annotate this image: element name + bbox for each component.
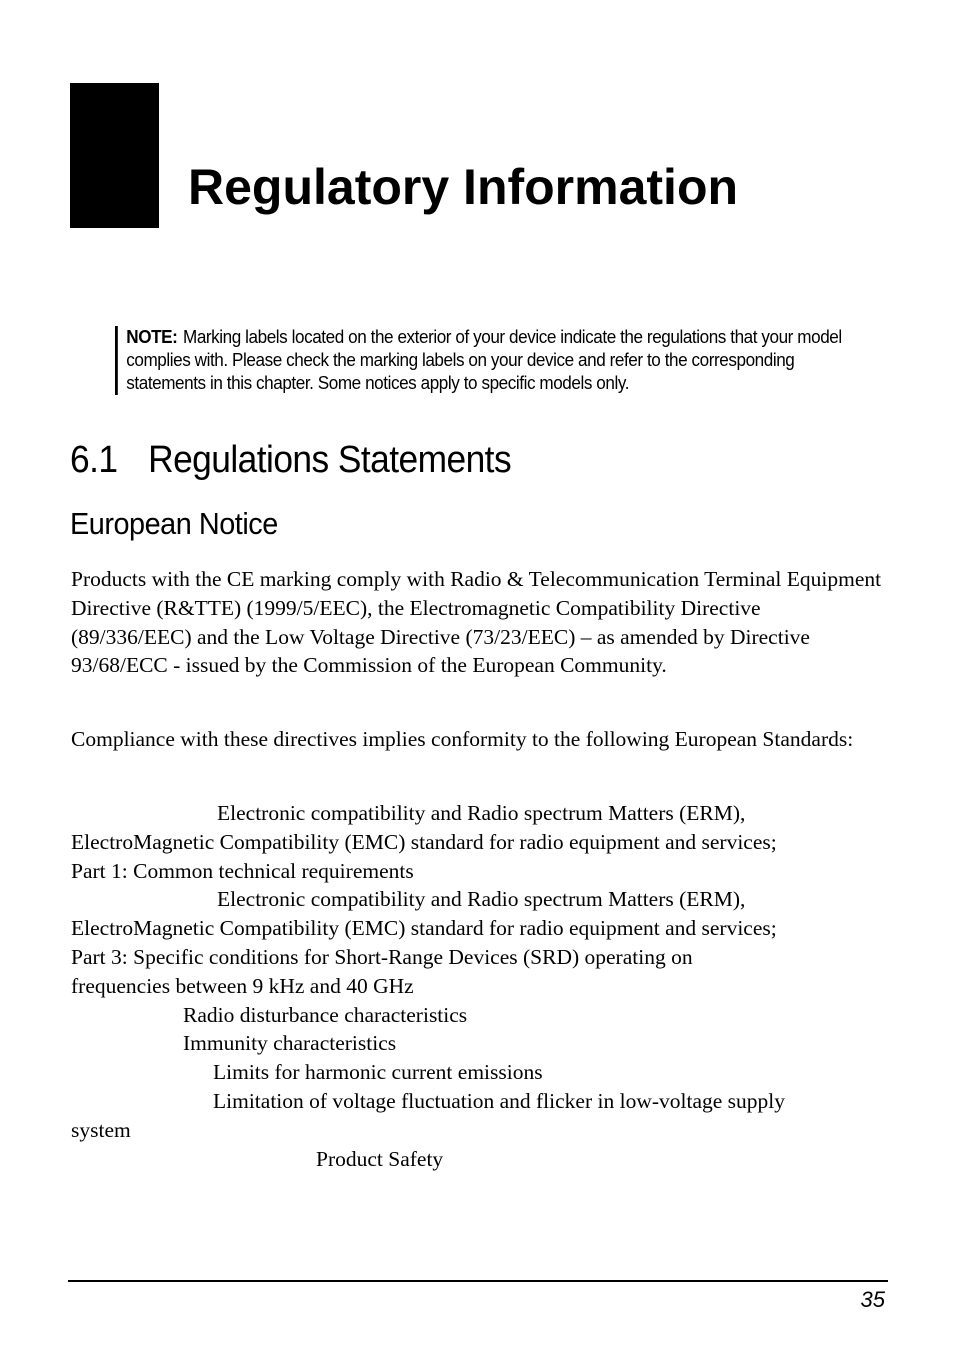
standard-line: frequencies between 9 kHz and 40 GHz xyxy=(71,973,414,998)
standard-line: system xyxy=(71,1117,131,1142)
section-number: 6.1 xyxy=(70,439,118,481)
footer-rule xyxy=(68,1280,888,1282)
compliance-paragraph: Compliance with these directives implies conformity to the following European Standards: xyxy=(71,727,854,751)
standard-line: Part 3: Specific conditions for Short-Range Devices (SRD) operating on xyxy=(71,944,693,969)
ce-marking-paragraph: Products with the CE marking comply with Radio & Telecommunication Terminal Equipment Directive (R&TTE) (1999/5/EEC), the Electromagnetic Compatibility Directive (89/336/EEC) and the Low Voltage Directive (73/23/EEC) – as amended by Directive 93/68/ECC - issued by the Commission of the European Community. xyxy=(71,567,882,678)
note-box xyxy=(115,326,850,395)
standard-line: Product Safety xyxy=(316,1146,444,1171)
note-text: Marking labels located on the exterior of your device indicate the regulations that your model complies with. Please check the marking labels on your device and refer to the corresponding statements in this chapter. Some notices apply to specific models only. xyxy=(126,327,842,393)
subsection-heading: European Notice xyxy=(70,506,278,541)
standard-line: Immunity characteristics xyxy=(183,1031,397,1056)
standard-line: Electronic compatibility and Radio spectrum Matters (ERM), xyxy=(217,887,746,912)
section-title: Regulations Statements xyxy=(148,439,512,481)
standard-line: ElectroMagnetic Compatibility (EMC) standard for radio equipment and services; xyxy=(71,916,777,941)
standards-list xyxy=(71,799,891,1173)
standard-line: ElectroMagnetic Compatibility (EMC) standard for radio equipment and services; xyxy=(71,829,777,854)
standard-line: Limits for harmonic current emissions xyxy=(213,1060,543,1085)
standard-line: Part 1: Common technical requirements xyxy=(71,858,414,883)
standard-line: Radio disturbance characteristics xyxy=(183,1002,468,1027)
chapter-marker-block xyxy=(70,83,159,228)
page-number: 35 xyxy=(860,1287,885,1312)
standard-line: Limitation of voltage fluctuation and flicker in low-voltage supply xyxy=(213,1088,785,1113)
standard-line: Electronic compatibility and Radio spectrum Matters (ERM), xyxy=(217,801,746,825)
chapter-title: Regulatory Information xyxy=(188,159,739,215)
section-heading xyxy=(70,437,511,483)
note-label: NOTE: xyxy=(126,327,178,347)
